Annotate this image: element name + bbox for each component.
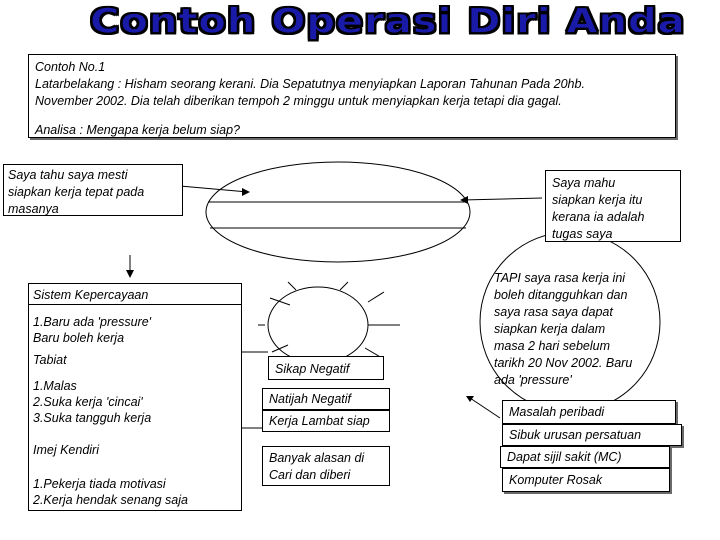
small-ellipse (268, 287, 368, 363)
alasan-box (262, 446, 390, 486)
excuse-label: Sibuk urusan persatuan (509, 428, 642, 442)
left-thought-line: Saya tahu saya mesti (8, 168, 128, 182)
right-thought-line: tugas saya (552, 227, 613, 241)
natijah-negatif-box (262, 388, 390, 410)
alasan-line: Cari dan diberi (269, 468, 351, 482)
background-line-1: Latarbelakang : Hisham seorang kerani. Dia Sepatutnya menyiapkan Laporan Tahunan Pada 20hb. (35, 77, 585, 91)
excuse-box (500, 446, 670, 468)
left-thought-box (3, 164, 183, 216)
alasan-line: Banyak alasan di (269, 451, 365, 465)
excuse-box (502, 400, 676, 424)
excuse-label: Masalah peribadi (509, 405, 605, 419)
down-pointer-arrowhead (126, 270, 134, 278)
page-title: Contoh Operasi Diri Anda (90, 2, 686, 42)
case-number: Contoh No.1 (35, 60, 106, 74)
right-thought-line: kerana ia adalah (552, 210, 645, 224)
right-thought-box (545, 170, 681, 242)
belief-item: 1.Baru ada 'pressure' (33, 315, 152, 329)
excuse-label: Dapat sijil sakit (MC) (507, 450, 622, 464)
kerja-lambat-label: Kerja Lambat siap (269, 414, 370, 428)
excuse-box (502, 424, 682, 446)
sikap-negatif-label: Sikap Negatif (275, 362, 350, 376)
excuse-pointer (470, 398, 500, 418)
sikap-negatif-box (268, 356, 384, 380)
tabiat-item: 2.Suka kerja 'cincai' (33, 395, 143, 409)
but-thought-line: siapkan kerja dalam (494, 322, 606, 336)
but-thought-line: tarikh 20 Nov 2002. Baru (494, 356, 633, 370)
but-thought-text (494, 270, 664, 389)
natijah-negatif-label: Natijah Negatif (269, 392, 351, 406)
imej-item: 1.Pekerja tiada motivasi (33, 477, 166, 491)
kerja-lambat-box (262, 410, 390, 432)
but-thought-line: saya rasa saya dapat (494, 305, 613, 319)
imej-heading: Imej Kendiri (33, 443, 99, 457)
excuse-pointer-arrowhead (466, 396, 474, 402)
background-line-2: November 2002. Dia telah diberikan tempoh 2 minggu untuk menyiapkan kerja tetapi dia gagal. (35, 94, 562, 108)
head-ellipse (206, 162, 470, 262)
left-thought-line: siapkan kerja tepat pada (8, 185, 145, 199)
but-thought-line: boleh ditangguhkan dan (494, 288, 628, 302)
but-thought-line: TAPI saya rasa kerja ini (494, 271, 626, 285)
tabiat-heading: Tabiat (33, 353, 67, 367)
right-thought-line: Saya mahu (552, 176, 616, 190)
belief-system-heading: Sistem Kepercayaan (33, 288, 149, 302)
excuse-box (502, 468, 670, 492)
left-thought-line: masanya (8, 202, 59, 216)
but-thought-line: ada 'pressure' (494, 373, 572, 387)
but-thought-line: masa 2 hari sebelum (494, 339, 611, 353)
imej-item: 2.Kerja hendak senang saja (33, 493, 188, 507)
belief-system-box (28, 283, 242, 511)
analysis-question: Analisa : Mengapa kerja belum siap? (35, 123, 240, 137)
tabiat-item: 3.Suka tangguh kerja (33, 411, 152, 425)
belief-item: Baru boleh kerja (33, 331, 125, 345)
tabiat-item: 1.Malas (33, 379, 77, 393)
excuse-label: Komputer Rosak (509, 473, 603, 487)
right-thought-line: siapkan kerja itu (552, 193, 643, 207)
right-pointer (462, 198, 542, 200)
